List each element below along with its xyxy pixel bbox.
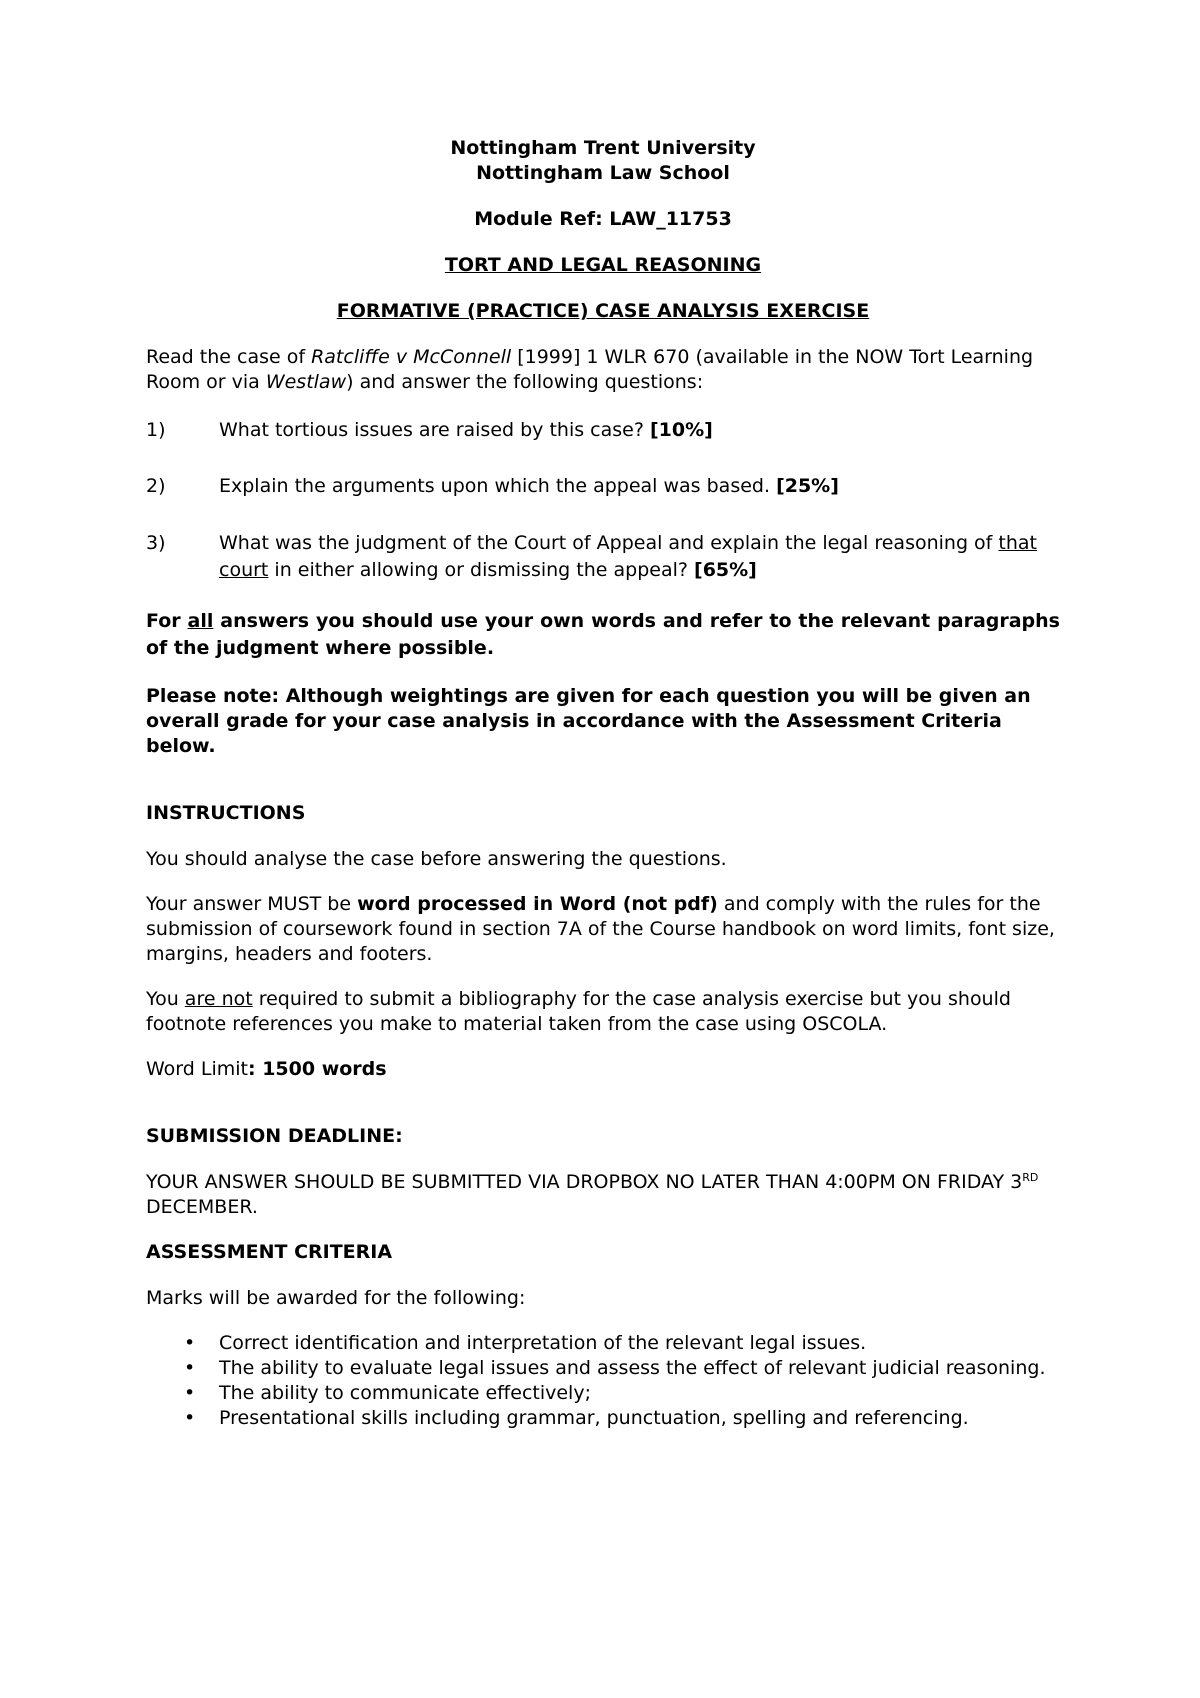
- question-1: 1) What tortious issues are raised by this case? [10%]: [146, 419, 713, 441]
- database-name: Westlaw: [265, 371, 347, 393]
- university-name: Nottingham Trent University: [450, 137, 756, 159]
- exercise-title: FORMATIVE (PRACTICE) CASE ANALYSIS EXERCISE: [336, 300, 870, 322]
- question-2: 2) Explain the arguments upon which the appeal was based. [25%]: [146, 475, 839, 497]
- bullet-icon: •: [184, 1332, 196, 1354]
- list-item: • Presentational skills including grammar, punctuation, spelling and referencing.: [184, 1407, 969, 1429]
- assessment-criteria-list: [146, 1331, 1060, 1431]
- word-limit: Word Limit: 1500 words: [146, 1058, 387, 1080]
- submission-heading: SUBMISSION DEADLINE:: [146, 1125, 403, 1147]
- question-number: 2): [146, 475, 166, 497]
- list-item: • The ability to communicate effectively;: [184, 1382, 591, 1404]
- intro-paragraph: Read the case of Ratcliffe v McConnell [1999] 1 WLR 670 (available in the NOW Tort Learning Room or via Westlaw) and answer the following questions:: [146, 346, 1034, 393]
- instructions-paragraph-3: You are not required to submit a bibliography for the case analysis exercise but you should footnote references you make to material taken from the case using OSCOLA.: [146, 988, 1011, 1035]
- question-number: 1): [146, 419, 166, 441]
- bullet-icon: •: [184, 1357, 196, 1379]
- question-weight: [65%]: [694, 559, 757, 581]
- list-item: • Correct identification and interpretation of the relevant legal issues.: [184, 1332, 867, 1354]
- assessment-intro: Marks will be awarded for the following:: [146, 1287, 526, 1309]
- instructions-paragraph-2: Your answer MUST be word processed in Word (not pdf) and comply with the rules for the submission of coursework found in section 7A of the Course handbook on word limits, font size, margins, headers and footers.: [146, 893, 1055, 965]
- question-weight: [10%]: [649, 419, 713, 441]
- course-title: TORT AND LEGAL REASONING: [444, 254, 762, 276]
- document-page: [146, 136, 1060, 1431]
- list-item: • The ability to evaluate legal issues and assess the effect of relevant judicial reasoning.: [184, 1357, 1046, 1379]
- bullet-icon: •: [184, 1407, 196, 1429]
- for-all-note: For all answers you should use your own words and refer to the relevant paragraphs of the judgment where possible.: [146, 610, 1060, 659]
- question-number: 3): [146, 532, 166, 554]
- assessment-heading: ASSESSMENT CRITERIA: [146, 1241, 393, 1263]
- bullet-icon: •: [184, 1382, 196, 1404]
- question-3: 3) What was the judgment of the Court of Appeal and explain the legal reasoning of that court in either allowing or dismissing the appeal? [65%]: [146, 532, 1038, 581]
- instructions-heading: INSTRUCTIONS: [146, 802, 306, 824]
- school-name: Nottingham Law School: [476, 162, 730, 184]
- module-ref: Module Ref: LAW_11753: [474, 208, 732, 230]
- instructions-paragraph-1: You should analyse the case before answering the questions.: [146, 848, 727, 870]
- question-weight: [25%]: [776, 475, 839, 497]
- submission-deadline: YOUR ANSWER SHOULD BE SUBMITTED VIA DROPBOX NO LATER THAN 4:00PM ON FRIDAY 3RD DECEMBER.: [146, 1171, 1039, 1218]
- case-name: Ratcliffe v McConnell: [311, 346, 512, 368]
- please-note: Please note: Although weightings are given for each question you will be given an overall grade for your case analysis in accordance with the Assessment Criteria below.: [146, 685, 1031, 757]
